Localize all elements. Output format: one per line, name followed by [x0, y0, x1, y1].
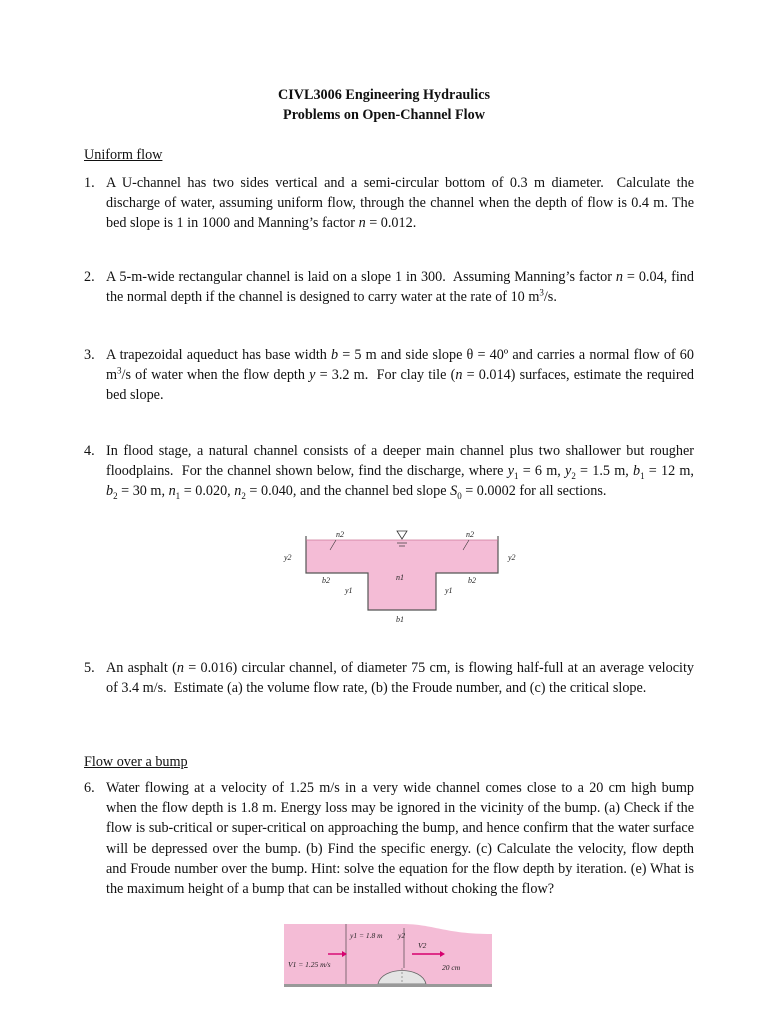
section-heading-uniform-flow: Uniform flow [84, 147, 163, 163]
problem-number: 1. [84, 175, 95, 191]
problem-number: 5. [84, 660, 95, 676]
problem-4 [84, 441, 694, 502]
label-v1: V1 = 1.25 m/s [288, 960, 331, 969]
label-b1: b1 [396, 615, 404, 624]
bump-flow-figure [284, 920, 492, 992]
label-y1-left: y1 [345, 586, 353, 595]
course-title: CIVL3006 Engineering Hydraulics [277, 87, 491, 103]
label-y2-right: y2 [508, 553, 516, 562]
label-b2-right: b2 [468, 576, 476, 585]
compound-channel-figure [276, 526, 526, 628]
problem-1 [84, 173, 694, 234]
label-b2-left: b2 [322, 576, 330, 585]
label-v2: V2 [418, 941, 427, 950]
document-subtitle: Problems on Open-Channel Flow [283, 107, 485, 123]
label-y2: y2 [398, 931, 406, 940]
problem-number: 4. [84, 443, 95, 459]
problem-text: In flood stage, a natural channel consists of a deeper main channel plus two shallower but rougher floodplains. For the channel shown below, find the discharge, where $y_1 = 6$ m, $y_2 = 1.5$ m, $b_1 = 12$ m, $b_2 = 30$ m, $n_1 = 0.020$, $n_2 = 0.040$, and the channel bed slope $S_0 = 0.0002$ for all sections. [106, 443, 694, 502]
problem-text: A trapezoidal aqueduct has base width b = 5 m and side slope θ = 40º and carries a normal flow of 60 $m^3/s$ of water when the flow depth y = 3.2 m. For clay tile (n = 0.014) surfaces, estimate the required bed slope. [106, 347, 694, 404]
problem-number: 6. [84, 780, 95, 796]
label-n2-right: n2 [466, 530, 474, 539]
label-n2-left: n2 [336, 530, 344, 539]
label-bump-height: 20 cm [442, 963, 461, 972]
free-surface-icon [397, 531, 407, 539]
problem-number: 2. [84, 269, 95, 285]
section-heading-bump: Flow over a bump [84, 754, 188, 770]
problem-text: An asphalt (n = 0.016) circular channel, of diameter 75 cm, is flowing half-full at an average velocity of 3.4 m/s. Estimate (a) the volume flow rate, (b) the Froude number, and (c) the critical slope. [106, 660, 694, 697]
channel-bed [284, 984, 492, 987]
problem-6 [84, 778, 694, 899]
label-n1: n1 [396, 573, 404, 582]
label-y1-right: y1 [445, 586, 453, 595]
problem-5 [84, 658, 694, 698]
problem-text: A 5-m-wide rectangular channel is laid on a slope 1 in 300. Assuming Manning’s factor n = 0.04, find the normal depth if the channel is designed to carry water at the rate of 10 $m^3/s$. [106, 269, 694, 306]
label-y2-left: y2 [284, 553, 292, 562]
problem-3 [84, 345, 694, 406]
problem-text: A U-channel has two sides vertical and a semi-circular bottom of 0.3 m diameter. Calculate the discharge of water, assuming uniform flow, through the channel when the depth of flow is 0.4 m. The bed slope is 1 in 1000 and Manning’s factor n = 0.012. [106, 175, 694, 232]
problem-number: 3. [84, 347, 95, 363]
problem-text: Water flowing at a velocity of 1.25 m/s in a very wide channel comes close to a 20 cm high bump when the flow depth is 1.8 m. Energy loss may be ignored in the vicinity of the bump. (a) Check if the flow is sub-critical or super-critical on approaching the bump, and hence confirm that the water surface will be depressed over the bump. (b) Find the specific energy. (c) Calculate the velocity, flow depth and Froude number over the bump. Hint: solve the equation for the flow depth by iteration. (e) What is the maximum height of a bump that can be installed without choking the flow? [106, 780, 694, 898]
label-y1: y1 = 1.8 m [350, 931, 383, 940]
problem-2 [84, 267, 694, 307]
